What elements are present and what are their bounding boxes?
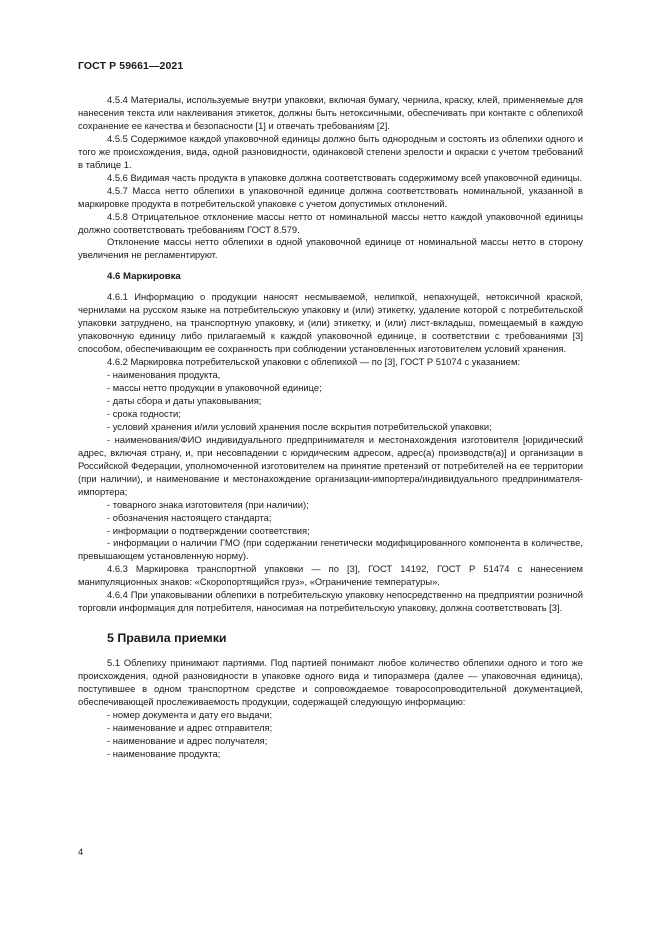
paragraph-4-5-8: 4.5.8 Отрицательное отклонение массы нетто от номинальной массы нетто каждой упаковочной единицы должно соответствовать требованиям ГОСТ 8.579. [78,210,583,235]
list-item: - номер документа и дату его выдачи; [107,708,273,720]
document-body [78,94,583,761]
paragraph-4-5-5: 4.5.5 Содержимое каждой упаковочной единицы должно быть однородным и состоять из облепихи одного и того же происхождения, вида, одной разновидности, одинаковой степени зрелости и окраски с учетом требований в таблице 1. [78,132,583,170]
paragraph-4-5-7: 4.5.7 Масса нетто облепихи в упаковочной единице должна соответствовать номинальной, указанной в маркировке продукта в потребительской упаковке с учетом допустимых отклонений. [78,184,583,209]
list-item: - условий хранения и/или условий хранения после вскрытия потребительской упаковки; [107,420,492,432]
paragraph-4-5-6: 4.5.6 Видимая часть продукта в упаковке должна соответствовать содержимому всей упаковочной единицы. [107,171,583,183]
list-item: - информации о наличии ГМО (при содержании генетически модифицированного компонента в количестве, превышающем установленную норму). [78,537,583,562]
paragraph-5-1: 5.1 Облепиху принимают партиями. Под партией понимают любое количество облепихи одного и того же происхождения, одной разновидности в упаковке одного вида и типоразмера (далее — упаковочная единица), поступившее в одном транспортном средстве и сопровождаемое товаросопроводительной документацией, обеспечивающей прослеживаемость продукции, содержащей следующую информацию: [78,657,583,708]
list-item: - наименование продукта; [107,747,221,759]
document-header: ГОСТ Р 59661—2021 [78,60,184,72]
list-item: - даты сбора и даты упаковывания; [107,394,262,406]
paragraph-4-6-1: 4.6.1 Информацию о продукции наносят несмываемой, нелипкой, непахнущей, нетоксичной краской, чернилами на русском языке на потребительскую упаковку и (или) этикетку, удаление которой с потребительской упаковки затруднено, на транспортную упаковку, и (или) этикетку, и (или) лист-вкладыш, помещаемый в каждую упаковочную единицу либо прилагаемый к каждой упаковочной единице, в соответствии с требованиями [3] способом, обеспечивающим ее сохранность при соблюдении установленных изготовителем условий хранения. [78,291,583,355]
section-5-heading: 5 Правила приемки [107,631,227,646]
paragraph-4-6-3: 4.6.3 Маркировка транспортной упаковки — по [3], ГОСТ 14192, ГОСТ Р 51474 с нанесением манипуляционных знаков: «Скоропортящийся груз», «Ограничение температуры». [78,563,583,588]
paragraph-4-6-4: 4.6.4 При упаковывании облепихи в потребительскую упаковку непосредственно на предприятии розничной торговли информация для потребителя, наносимая на потребительскую упаковку, должна соответствовать [3]. [78,589,583,614]
list-item: - обозначения настоящего стандарта; [107,511,272,523]
list-item: - наименование и адрес отправителя; [107,721,273,733]
section-4-6-heading: 4.6 Маркировка [107,271,181,283]
page-number: 4 [78,846,84,857]
paragraph-4-6-2: 4.6.2 Маркировка потребительской упаковки с облепихой — по [3], ГОСТ Р 51074 с указанием: [107,356,521,368]
list-item: - наименования продукта, [107,369,221,381]
list-item: - массы нетто продукции в упаковочной единице; [107,382,322,394]
paragraph-4-5-4: 4.5.4 Материалы, используемые внутри упаковки, включая бумагу, чернила, краску, клей, применяемые для нанесения текста или наклеивания этикеток, должны быть нетоксичными, обеспечивать при контакте с облепихой сохранение ее качества и безопасности [1] и отвечать требованиям [2]. [78,94,583,131]
paragraph-deviation: Отклонение массы нетто облепихи в одной упаковочной единице от номинальной массы нетто в сторону увеличения не регламентируют. [78,236,583,261]
list-item: - наименование и адрес получателя; [107,734,268,746]
list-item: - срока годности; [107,407,181,419]
list-item: - товарного знака изготовителя (при наличии); [107,498,309,510]
list-item: - наименования/ФИО индивидуального предпринимателя и местонахождения изготовителя [юридический адрес, включая страну, и, при несовпадении с юридическим адресом, адрес(а) производств(а)] и организации в Российской Федерации, уполномоченной изготовителем на принятие претензий от потребителей на ее территории (при наличии), и наименование и местонахождение организации-импортера/индивидуального предпринимателя-импортера; [78,433,583,497]
list-item: - информации о подтверждении соответствия; [107,524,310,536]
